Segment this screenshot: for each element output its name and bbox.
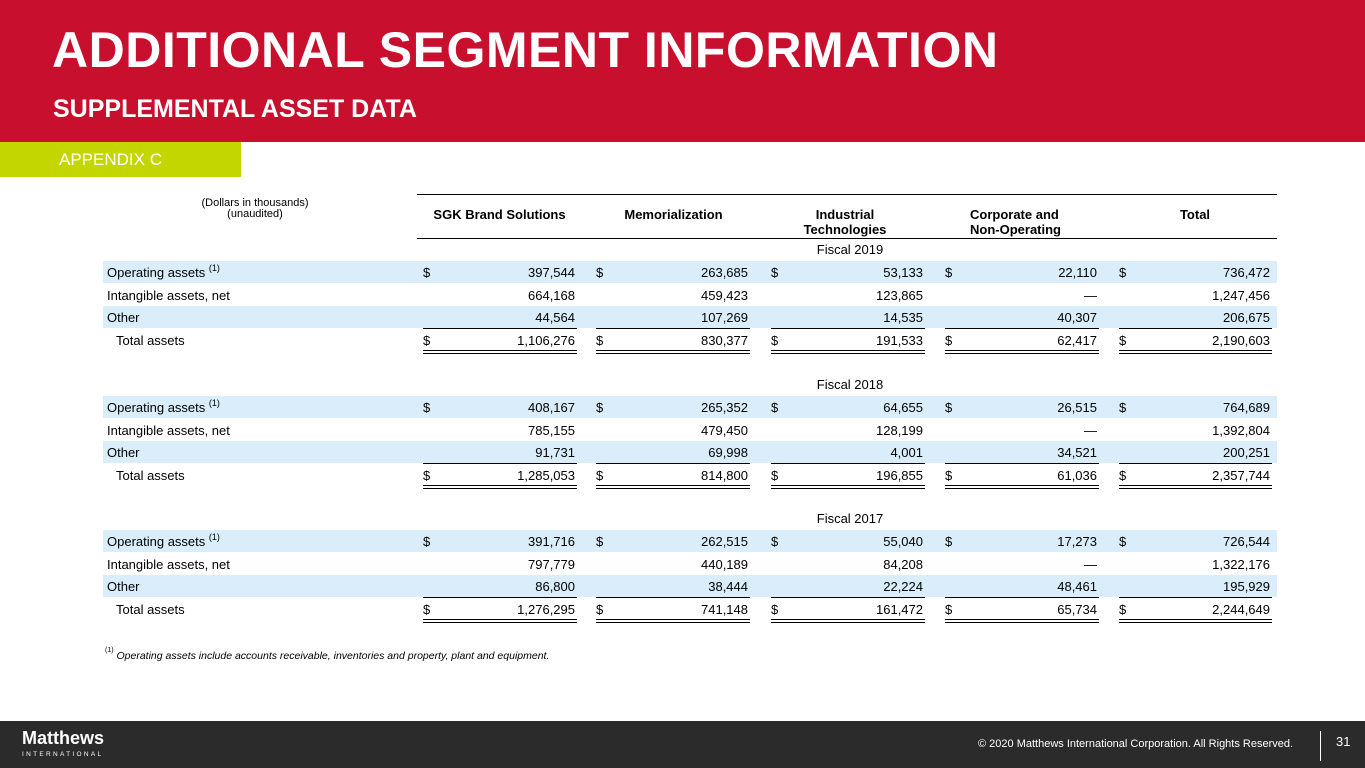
currency-symbol: $	[1119, 601, 1127, 617]
copyright-text: © 2020 Matthews International Corporation. All Rights Reserved.	[978, 738, 1294, 750]
table-row-total-assets	[103, 329, 1277, 351]
value-cell: 263,685	[701, 265, 748, 280]
total-double-rule	[945, 619, 1099, 623]
value-cell: 128,199	[876, 422, 923, 438]
total-double-rule	[596, 619, 750, 623]
total-double-rule	[423, 485, 577, 489]
row-label-text: Intangible assets, net	[107, 287, 230, 303]
logo-subtext: INTERNATIONAL	[22, 751, 104, 758]
footnote-ref: (1)	[208, 532, 220, 542]
units-note	[150, 198, 360, 220]
value-cell: 84,208	[883, 556, 923, 572]
value-cell: 408,167	[528, 400, 575, 415]
value-cell: 61,036	[1057, 467, 1097, 483]
footnote-text: Operating assets include accounts receivable, inventories and property, plant and equipment.	[116, 650, 550, 662]
value-cell: 440,189	[701, 556, 748, 572]
currency-symbol: $	[1119, 265, 1127, 280]
value-cell: 64,655	[883, 400, 923, 415]
total-double-rule	[423, 350, 577, 354]
currency-symbol: $	[596, 400, 604, 415]
page-number: 31	[1336, 734, 1351, 749]
row-label-text: Other	[107, 579, 140, 594]
currency-symbol: $	[945, 534, 953, 549]
value-cell: —	[1084, 287, 1097, 303]
value-cell: 785,155	[528, 422, 575, 438]
row-label	[107, 423, 230, 438]
currency-symbol: $	[596, 467, 604, 483]
page-subtitle: SUPPLEMENTAL ASSET DATA	[53, 95, 417, 123]
total-double-rule	[1119, 485, 1272, 489]
currency-symbol: $	[1119, 467, 1127, 483]
value-cell: 26,515	[1057, 400, 1097, 415]
currency-symbol: $	[596, 332, 604, 348]
currency-symbol: $	[771, 332, 779, 348]
value-cell: 664,168	[528, 287, 575, 303]
period-label: Fiscal 2017	[816, 511, 884, 526]
currency-symbol: $	[945, 467, 953, 483]
table-row-total-assets	[103, 598, 1277, 620]
table-top-rule	[417, 194, 1277, 195]
value-cell: 206,675	[1223, 310, 1270, 325]
column-header-sgk: SGK Brand Solutions	[433, 207, 566, 222]
table-row-other	[103, 575, 1277, 597]
footer-bar	[0, 721, 1365, 768]
value-cell: 22,110	[1058, 265, 1097, 280]
value-cell: 14,535	[883, 310, 923, 325]
footnote-ref: (1)	[208, 398, 220, 408]
row-label	[107, 310, 140, 325]
total-double-rule	[1119, 619, 1272, 623]
row-label	[116, 468, 185, 483]
header-rule	[417, 238, 1277, 239]
value-cell: 830,377	[701, 332, 748, 348]
value-cell: 1,285,053	[517, 467, 575, 483]
currency-symbol: $	[596, 534, 604, 549]
row-label-text: Intangible assets, net	[107, 422, 230, 438]
value-cell: 69,998	[708, 445, 748, 460]
appendix-tag	[0, 142, 241, 177]
value-cell: 741,148	[701, 601, 748, 617]
page-title: ADDITIONAL SEGMENT INFORMATION	[52, 22, 999, 78]
value-cell: 191,533	[876, 332, 923, 348]
currency-symbol: $	[945, 265, 953, 280]
row-label-text: Total assets	[116, 467, 185, 483]
footnote-marker: (1)	[105, 647, 114, 654]
value-cell: 65,734	[1057, 601, 1097, 617]
value-cell: 161,472	[876, 601, 923, 617]
total-double-rule	[771, 350, 925, 354]
value-cell: 53,133	[883, 265, 923, 280]
value-cell: 814,800	[701, 467, 748, 483]
row-label	[107, 557, 230, 572]
row-label-text: Total assets	[116, 332, 185, 348]
currency-symbol: $	[423, 332, 431, 348]
value-cell: 262,515	[701, 534, 748, 549]
units-line-1: (Dollars in thousands)	[201, 197, 309, 209]
row-label	[107, 265, 220, 280]
row-label	[107, 579, 140, 594]
footer-divider	[1320, 731, 1321, 761]
value-cell: 1,392,804	[1212, 422, 1270, 438]
row-label	[107, 288, 230, 303]
table-row-total-assets	[103, 464, 1277, 486]
value-cell: 40,307	[1057, 310, 1097, 325]
value-cell: 62,417	[1057, 332, 1097, 348]
currency-symbol: $	[596, 601, 604, 617]
value-cell: 479,450	[701, 422, 748, 438]
table-row-intangible-assets	[103, 284, 1277, 306]
currency-symbol: $	[771, 400, 779, 415]
column-header-total: Total	[1179, 207, 1211, 222]
table-row-intangible-assets	[103, 419, 1277, 441]
row-label-text: Other	[107, 310, 140, 325]
table-row-operating-assets	[103, 396, 1277, 418]
table-row-intangible-assets	[103, 553, 1277, 575]
value-cell: 397,544	[528, 265, 575, 280]
currency-symbol: $	[945, 332, 953, 348]
currency-symbol: $	[423, 601, 431, 617]
column-header-corporate: Corporate and Non-Operating	[970, 207, 1061, 237]
currency-symbol: $	[1119, 534, 1127, 549]
value-cell: 91,731	[535, 445, 575, 460]
total-double-rule	[596, 485, 750, 489]
row-label-text: Operating assets	[107, 534, 206, 549]
value-cell: 797,779	[528, 556, 575, 572]
row-label-text: Total assets	[116, 601, 185, 617]
row-label	[116, 602, 185, 617]
appendix-label: APPENDIX C	[59, 150, 162, 169]
value-cell: 38,444	[708, 579, 748, 594]
table-row-other	[103, 441, 1277, 463]
total-double-rule	[945, 485, 1099, 489]
period-label: Fiscal 2019	[816, 242, 884, 257]
currency-symbol: $	[423, 467, 431, 483]
currency-symbol: $	[771, 534, 779, 549]
currency-symbol: $	[771, 265, 779, 280]
value-cell: 265,352	[701, 400, 748, 415]
total-double-rule	[771, 619, 925, 623]
column-header-memorialization: Memorialization	[624, 207, 723, 222]
value-cell: 34,521	[1057, 445, 1097, 460]
period-label: Fiscal 2018	[816, 377, 884, 392]
currency-symbol: $	[423, 534, 431, 549]
row-label	[107, 445, 140, 460]
value-cell: 1,106,276	[517, 332, 575, 348]
currency-symbol: $	[423, 400, 431, 415]
footnote	[105, 647, 550, 662]
value-cell: 1,322,176	[1212, 556, 1270, 572]
currency-symbol: $	[771, 601, 779, 617]
currency-symbol: $	[423, 265, 431, 280]
value-cell: 86,800	[535, 579, 575, 594]
currency-symbol: $	[596, 265, 604, 280]
row-label	[107, 400, 220, 415]
value-cell: 1,276,295	[517, 601, 575, 617]
value-cell: 107,269	[701, 310, 748, 325]
table-row-operating-assets	[103, 261, 1277, 283]
column-header-industrial: Industrial Technologies	[803, 207, 887, 237]
total-double-rule	[423, 619, 577, 623]
row-label-text: Operating assets	[107, 400, 206, 415]
value-cell: 200,251	[1223, 445, 1270, 460]
value-cell: 55,040	[883, 534, 923, 549]
value-cell: 195,929	[1223, 579, 1270, 594]
value-cell: 736,472	[1223, 265, 1270, 280]
value-cell: 2,244,649	[1212, 601, 1270, 617]
value-cell: 44,564	[535, 310, 575, 325]
total-double-rule	[1119, 350, 1272, 354]
total-double-rule	[771, 485, 925, 489]
value-cell: 764,689	[1223, 400, 1270, 415]
row-label-text: Operating assets	[107, 265, 206, 280]
value-cell: 391,716	[528, 534, 575, 549]
value-cell: 17,273	[1057, 534, 1097, 549]
currency-symbol: $	[1119, 332, 1127, 348]
value-cell: —	[1084, 422, 1097, 438]
currency-symbol: $	[1119, 400, 1127, 415]
value-cell: 2,190,603	[1212, 332, 1270, 348]
currency-symbol: $	[945, 400, 953, 415]
footnote-ref: (1)	[208, 263, 220, 273]
currency-symbol: $	[945, 601, 953, 617]
value-cell: 22,224	[883, 579, 923, 594]
total-double-rule	[945, 350, 1099, 354]
units-line-2: (unaudited)	[227, 208, 283, 220]
row-label-text: Other	[107, 445, 140, 460]
value-cell: 459,423	[701, 287, 748, 303]
table-row-operating-assets	[103, 530, 1277, 552]
currency-symbol: $	[771, 467, 779, 483]
table-row-other	[103, 306, 1277, 328]
company-logo	[22, 728, 104, 759]
value-cell: 123,865	[876, 287, 923, 303]
value-cell: 48,461	[1057, 579, 1097, 594]
row-label	[116, 333, 185, 348]
value-cell: —	[1084, 556, 1097, 572]
value-cell: 726,544	[1223, 534, 1270, 549]
value-cell: 2,357,744	[1212, 467, 1270, 483]
total-double-rule	[596, 350, 750, 354]
row-label	[107, 534, 220, 549]
logo-wordmark: Matthews	[22, 728, 105, 748]
value-cell: 4,001	[890, 445, 923, 460]
row-label-text: Intangible assets, net	[107, 556, 230, 572]
header-banner	[0, 0, 1365, 142]
value-cell: 1,247,456	[1212, 287, 1270, 303]
value-cell: 196,855	[876, 467, 923, 483]
